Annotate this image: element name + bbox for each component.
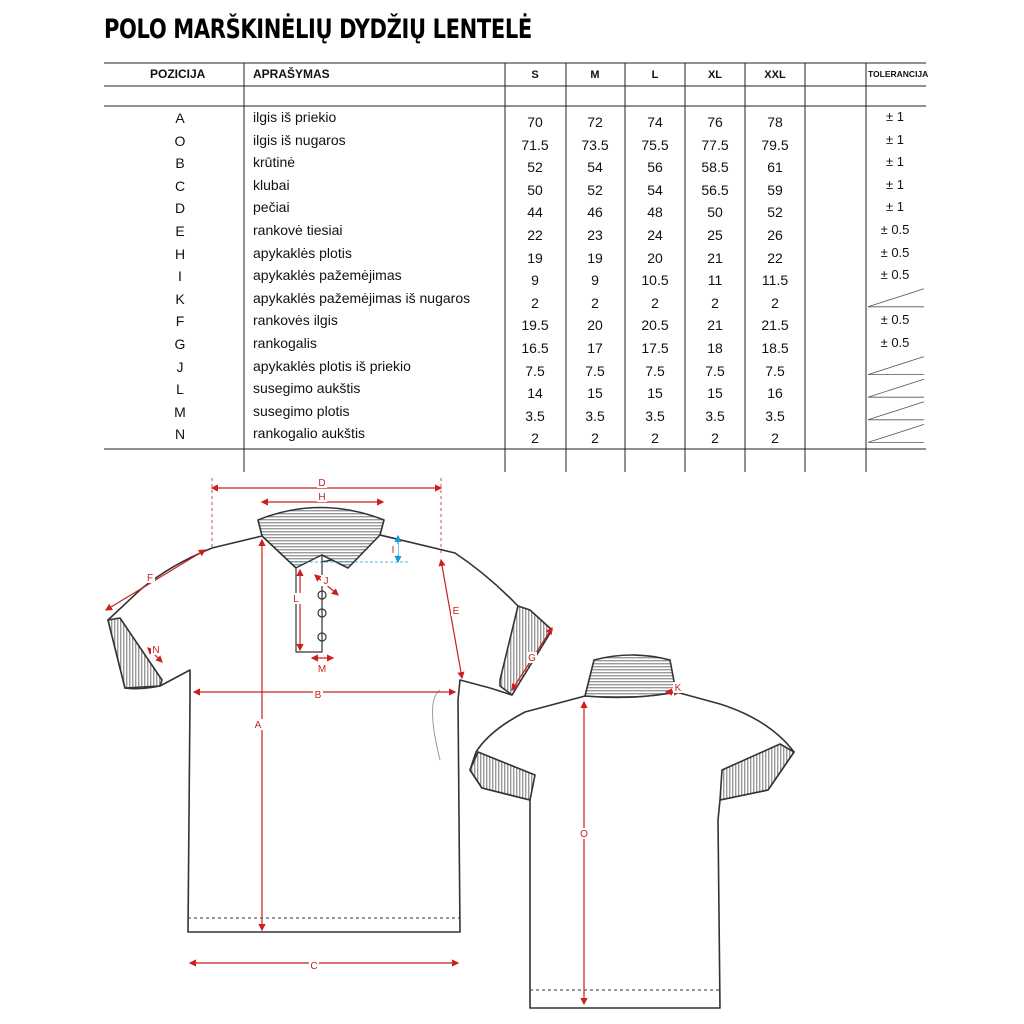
- row-value-s: 70: [527, 114, 543, 130]
- row-value-m: 7.5: [585, 362, 605, 379]
- dimension-label-i: I: [391, 545, 395, 556]
- row-value-xxl: 7.5: [765, 362, 785, 379]
- row-value-xxl: 61: [767, 159, 783, 176]
- row-value-xxl: 2: [771, 430, 779, 447]
- dimension-label-e: E: [452, 606, 460, 617]
- dimension-label-h: H: [318, 492, 326, 503]
- back-polo-drawing: [470, 655, 794, 1008]
- row-value-xl: 11: [707, 272, 723, 289]
- row-value-m: 3.5: [585, 407, 605, 424]
- row-description: pečiai: [253, 199, 290, 216]
- row-value-m: 72: [587, 114, 603, 130]
- row-tolerance: ± 1: [886, 131, 904, 147]
- row-value-xxl: 52: [767, 204, 783, 221]
- row-value-m: 15: [587, 385, 603, 402]
- row-value-xl: 77.5: [701, 136, 729, 153]
- row-value-l: 3.5: [645, 407, 665, 424]
- row-value-s: 3.5: [525, 407, 545, 424]
- row-position: G: [174, 336, 186, 352]
- row-description: apykaklės plotis: [253, 244, 352, 261]
- row-value-xl: 3.5: [705, 407, 725, 424]
- row-description: apykaklės pažemėjimas iš nugaros: [253, 289, 471, 306]
- size-header-xxl: XXL: [764, 69, 786, 81]
- row-description: rankogalis: [253, 335, 317, 351]
- row-description: susegimo aukštis: [253, 380, 361, 397]
- row-value-xxl: 18.5: [761, 340, 789, 356]
- row-position: H: [174, 245, 186, 262]
- row-value-xl: 21: [707, 249, 723, 266]
- row-value-m: 2: [591, 430, 599, 447]
- row-description: klubai: [253, 176, 290, 193]
- row-value-m: 19: [587, 249, 603, 266]
- row-tolerance: ± 0.5: [880, 312, 910, 328]
- dimension-label-b: B: [314, 690, 322, 701]
- row-position: B: [175, 155, 185, 172]
- row-tolerance: ± 0.5: [880, 222, 910, 237]
- row-value-xl: 50: [707, 204, 723, 221]
- dimension-label-a: A: [254, 720, 262, 731]
- row-position: F: [175, 313, 185, 330]
- dimension-label-m: M: [317, 664, 327, 675]
- row-value-xl: 2: [711, 430, 719, 447]
- row-position: E: [175, 223, 185, 239]
- dimension-label-g: G: [528, 653, 536, 664]
- row-value-xxl: 16: [767, 385, 783, 402]
- row-tolerance: ± 1: [886, 154, 904, 170]
- dimension-label-c: C: [310, 961, 318, 972]
- dimension-label-l: L: [293, 594, 299, 605]
- size-header-m: M: [590, 69, 600, 81]
- row-value-s: 14: [527, 385, 543, 402]
- row-position: K: [175, 290, 185, 307]
- row-value-m: 46: [587, 204, 603, 221]
- row-value-xxl: 22: [767, 249, 783, 266]
- row-value-s: 71.5: [521, 136, 549, 153]
- row-description: ilgis iš priekio: [253, 109, 337, 125]
- row-description: rankovė tiesiai: [253, 222, 343, 238]
- row-value-xxl: 26: [767, 227, 783, 243]
- row-position: N: [174, 426, 186, 443]
- row-value-xxl: 2: [771, 294, 779, 311]
- row-tolerance: ± 1: [886, 109, 904, 124]
- row-value-xl: 18: [707, 340, 723, 356]
- row-value-m: 9: [591, 272, 599, 289]
- dimension-label-f: F: [146, 573, 154, 584]
- row-value-s: 52: [527, 159, 543, 176]
- row-value-l: 15: [647, 385, 663, 402]
- size-header-s: S: [531, 69, 539, 81]
- row-value-s: 50: [527, 181, 543, 198]
- row-value-s: 2: [531, 294, 539, 311]
- row-description: apykaklės pažemėjimas: [253, 267, 402, 284]
- row-value-l: 56: [647, 159, 663, 176]
- dimension-label-d: D: [318, 478, 326, 489]
- dimension-label-j: J: [323, 576, 329, 587]
- row-value-m: 54: [587, 159, 603, 176]
- row-value-s: 19: [527, 249, 543, 266]
- row-value-xxl: 79.5: [761, 136, 789, 153]
- row-value-l: 17.5: [641, 340, 669, 356]
- row-value-xxl: 3.5: [765, 407, 785, 424]
- page-title: POLO MARŠKINĖLIŲ DYDŽIŲ LENTELĖ: [104, 14, 532, 45]
- row-description: rankovės ilgis: [253, 312, 338, 329]
- row-value-xxl: 59: [767, 181, 783, 198]
- row-tolerance: ± 1: [886, 199, 904, 215]
- row-value-xl: 25: [707, 227, 723, 243]
- tolerance-slash: [868, 357, 924, 375]
- row-description: ilgis iš nugaros: [253, 131, 346, 148]
- row-value-s: 9: [531, 272, 539, 289]
- row-value-s: 22: [527, 227, 543, 243]
- row-description: susegimo plotis: [253, 402, 350, 419]
- row-value-xl: 21: [707, 317, 723, 334]
- dimension-label-o: O: [580, 829, 588, 840]
- row-position: A: [175, 110, 185, 126]
- row-tolerance: ± 0.5: [880, 244, 910, 260]
- row-value-l: 75.5: [641, 136, 669, 153]
- row-description: krūtinė: [253, 154, 296, 171]
- size-header-l: L: [651, 69, 659, 81]
- row-value-m: 23: [587, 227, 603, 243]
- row-value-xl: 2: [711, 294, 719, 311]
- row-tolerance: ± 0.5: [880, 267, 910, 283]
- row-value-l: 10.5: [641, 272, 669, 289]
- tolerance-slash: [868, 424, 924, 442]
- header-position: POZICIJA: [150, 67, 206, 81]
- header-description: APRAŠYMAS: [253, 67, 330, 81]
- row-value-xl: 76: [707, 114, 723, 130]
- row-position: I: [178, 268, 182, 285]
- row-value-xxl: 78: [767, 114, 783, 130]
- row-position: D: [174, 200, 186, 217]
- row-value-l: 2: [651, 294, 659, 311]
- row-value-xl: 15: [707, 385, 723, 402]
- dimension-label-n: N: [152, 645, 160, 656]
- row-value-s: 44: [527, 204, 543, 221]
- row-value-m: 17: [587, 340, 603, 356]
- row-description: rankogalio aukštis: [253, 425, 366, 442]
- row-value-s: 16.5: [521, 340, 549, 356]
- row-position: C: [174, 177, 186, 194]
- row-value-l: 20: [647, 249, 663, 266]
- row-value-l: 7.5: [645, 362, 665, 379]
- row-value-l: 24: [647, 227, 663, 243]
- row-value-s: 2: [531, 430, 539, 447]
- row-value-l: 54: [647, 181, 663, 198]
- tolerance-slash: [868, 402, 924, 420]
- row-tolerance: ± 0.5: [880, 335, 910, 350]
- row-value-xxl: 21.5: [761, 317, 789, 334]
- row-value-xl: 7.5: [705, 362, 725, 379]
- row-value-l: 74: [647, 114, 663, 130]
- tolerance-slash: [868, 379, 924, 397]
- row-value-l: 2: [651, 430, 659, 447]
- row-position: J: [176, 358, 184, 375]
- row-value-s: 7.5: [525, 362, 545, 379]
- row-value-l: 20.5: [641, 317, 669, 334]
- row-value-l: 48: [647, 204, 663, 221]
- row-value-m: 73.5: [581, 136, 609, 153]
- dimension-label-k: K: [674, 683, 682, 694]
- row-position: L: [176, 381, 184, 398]
- header-tolerance: TOLERANCIJA: [868, 69, 929, 79]
- row-value-m: 20: [587, 317, 603, 334]
- size-header-xl: XL: [707, 69, 723, 81]
- row-position: O: [174, 132, 186, 149]
- row-value-xl: 58.5: [701, 159, 729, 176]
- tolerance-slash: [868, 289, 924, 307]
- row-value-xxl: 11.5: [761, 272, 789, 289]
- row-position: M: [174, 403, 186, 420]
- row-value-m: 52: [587, 181, 603, 198]
- row-value-xl: 56.5: [701, 181, 729, 198]
- row-description: apykaklės plotis iš priekio: [253, 357, 411, 374]
- row-value-m: 2: [591, 294, 599, 311]
- row-value-s: 19.5: [521, 317, 549, 334]
- row-tolerance: ± 1: [886, 176, 904, 192]
- front-polo-drawing: [108, 508, 552, 933]
